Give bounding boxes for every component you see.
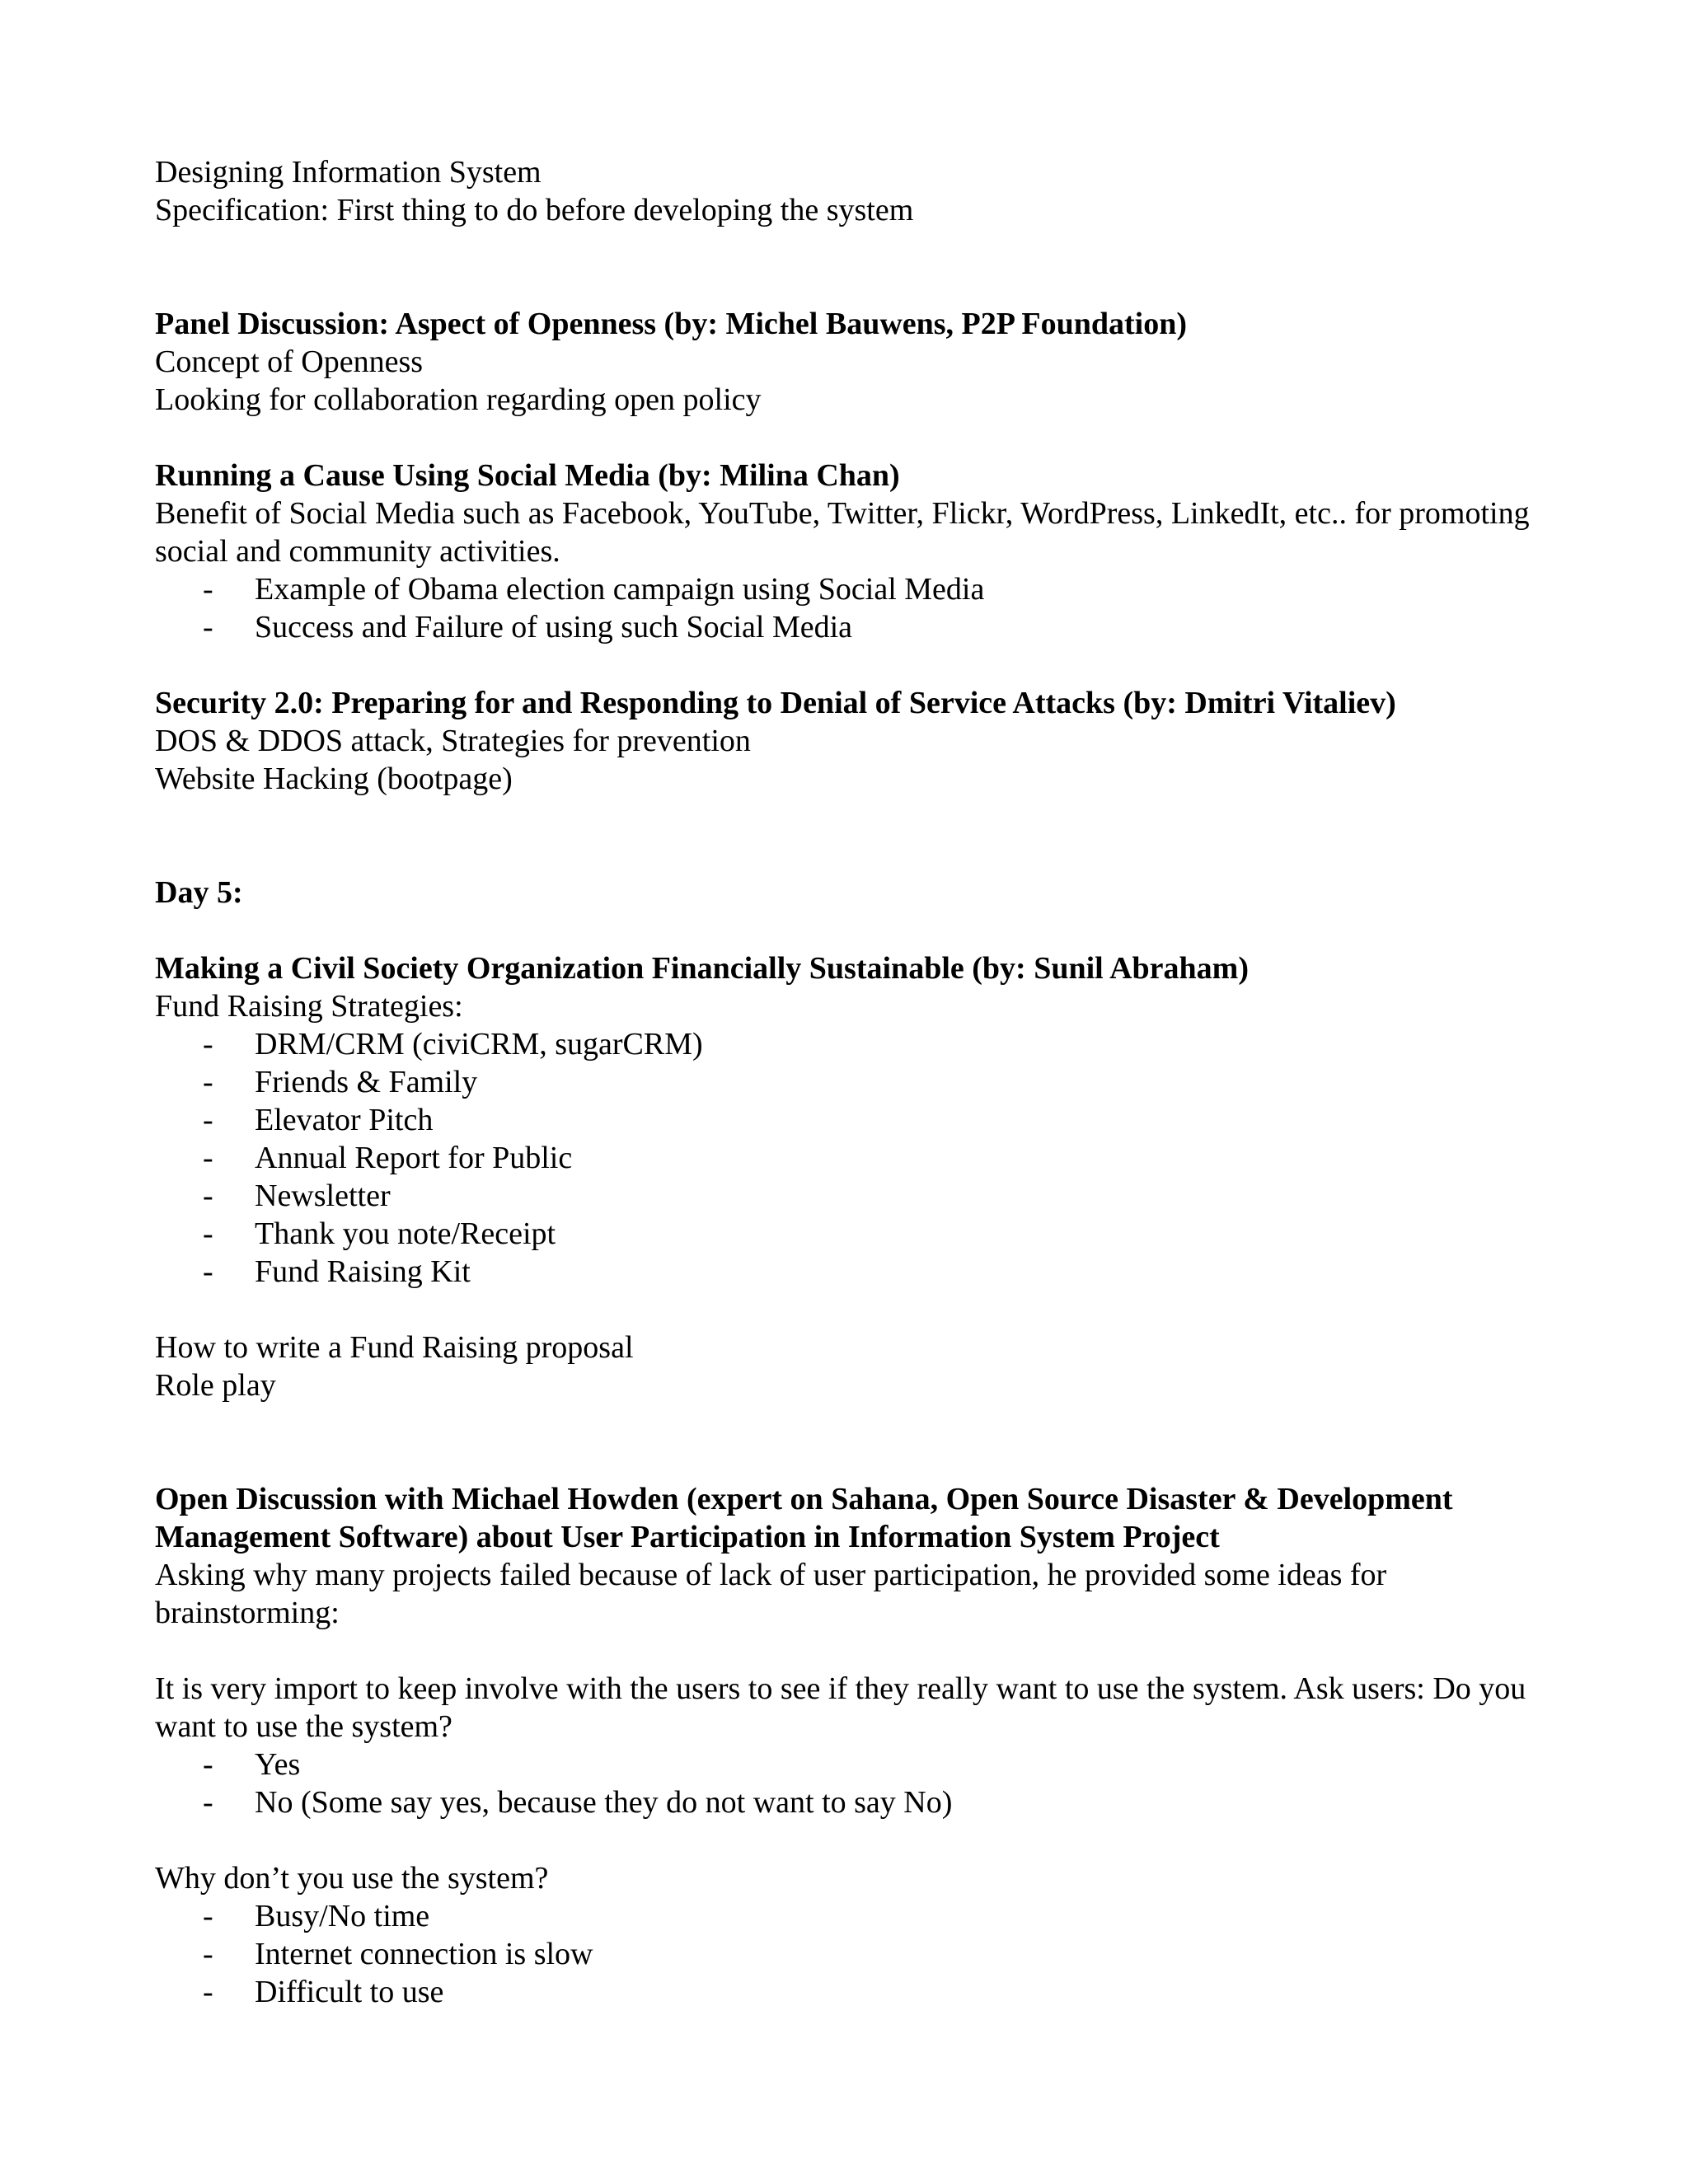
- dash-bullet: -: [203, 610, 213, 644]
- document-body: [155, 153, 1548, 2011]
- spacer: [155, 912, 1548, 949]
- answer-list: [155, 1746, 1548, 1821]
- spacer: [155, 1291, 1548, 1329]
- list-item: [155, 1253, 1548, 1291]
- section-heading-openness: Panel Discussion: Aspect of Openness (by: Michel Bauwens, P2P Foundation): [155, 307, 1187, 341]
- dash-bullet: -: [203, 1027, 213, 1062]
- list-item-text: Busy/No time: [255, 1899, 430, 1933]
- dash-bullet: -: [203, 1254, 213, 1289]
- howden-paragraph: Asking why many projects failed because of lack of user participation, he provided some ideas for brainstorming:: [155, 1558, 1387, 1630]
- dash-bullet: -: [203, 1141, 213, 1175]
- list-item: [155, 1139, 1548, 1177]
- dash-bullet: -: [203, 572, 213, 607]
- list-item: [155, 1063, 1548, 1101]
- list-item-text: Elevator Pitch: [255, 1103, 434, 1137]
- list-item: [155, 1746, 1548, 1783]
- day-heading: Day 5:: [155, 875, 243, 910]
- list-item: [155, 608, 1548, 646]
- dash-bullet: -: [203, 1103, 213, 1137]
- list-item-text: No (Some say yes, because they do not want to say No): [255, 1785, 953, 1820]
- funding-strategy-list: [155, 1025, 1548, 1291]
- social-media-list: [155, 570, 1548, 646]
- security-line-2: Website Hacking (bootpage): [155, 762, 513, 796]
- list-item-text: Fund Raising Kit: [255, 1254, 471, 1289]
- list-item: [155, 1783, 1548, 1821]
- dash-bullet: -: [203, 1899, 213, 1933]
- list-item: [155, 1101, 1548, 1139]
- list-item-text: Internet connection is slow: [255, 1937, 593, 1971]
- dash-bullet: -: [203, 1179, 213, 1213]
- list-item: [155, 570, 1548, 608]
- section-heading-funding: Making a Civil Society Organization Financially Sustainable (by: Sunil Abraham): [155, 951, 1249, 986]
- list-item: [155, 1897, 1548, 1935]
- list-item-text: Example of Obama election campaign using Social Media: [255, 572, 985, 607]
- intro-spec: Specification: First thing to do before developing the system: [155, 193, 914, 227]
- spacer: [155, 646, 1548, 684]
- list-item: [155, 1935, 1548, 1973]
- list-item-text: Difficult to use: [255, 1975, 444, 2009]
- list-item: [155, 1973, 1548, 2011]
- list-item-text: Success and Failure of using such Social Media: [255, 610, 853, 644]
- spacer: [155, 1632, 1548, 1670]
- openness-line-1: Concept of Openness: [155, 344, 424, 379]
- dash-bullet: -: [203, 1747, 213, 1782]
- section-heading-howden: Open Discussion with Michael Howden (expert on Sahana, Open Source Disaster & Development Management Software) about User Participation in Information System Project: [155, 1482, 1453, 1554]
- section-heading-social-media: Running a Cause Using Social Media (by: Milina Chan): [155, 458, 900, 493]
- openness-line-2: Looking for collaboration regarding open policy: [155, 382, 762, 417]
- list-item-text: Thank you note/Receipt: [255, 1216, 556, 1251]
- security-line-1: DOS & DDOS attack, Strategies for prevention: [155, 724, 751, 758]
- funding-intro: Fund Raising Strategies:: [155, 989, 463, 1024]
- spacer: [155, 419, 1548, 457]
- spacer: [155, 229, 1548, 305]
- reason-list: [155, 1897, 1548, 2011]
- funding-after-1: How to write a Fund Raising proposal: [155, 1330, 634, 1365]
- spacer: [155, 1404, 1548, 1480]
- social-media-paragraph: Benefit of Social Media such as Facebook, YouTube, Twitter, Flickr, WordPress, LinkedIt, etc.. for promoting social and community activities.: [155, 496, 1530, 569]
- section-heading-security: Security 2.0: Preparing for and Responding to Denial of Service Attacks (by: Dmitri Vitaliev): [155, 686, 1396, 720]
- howden-question-2: Why don’t you use the system?: [155, 1861, 549, 1896]
- list-item-text: Friends & Family: [255, 1065, 478, 1099]
- dash-bullet: -: [203, 1216, 213, 1251]
- dash-bullet: -: [203, 1937, 213, 1971]
- funding-after-2: Role play: [155, 1368, 276, 1403]
- spacer: [155, 1821, 1548, 1859]
- spacer: [155, 798, 1548, 874]
- list-item-text: DRM/CRM (civiCRM, sugarCRM): [255, 1027, 703, 1062]
- list-item: [155, 1177, 1548, 1215]
- list-item: [155, 1215, 1548, 1253]
- list-item-text: Newsletter: [255, 1179, 391, 1213]
- intro-title: Designing Information System: [155, 155, 542, 190]
- howden-paragraph-2: It is very import to keep involve with the users to see if they really want to use the system. Ask users: Do you want to use the system?: [155, 1671, 1526, 1744]
- dash-bullet: -: [203, 1785, 213, 1820]
- list-item-text: Yes: [255, 1747, 301, 1782]
- dash-bullet: -: [203, 1065, 213, 1099]
- list-item: [155, 1025, 1548, 1063]
- dash-bullet: -: [203, 1975, 213, 2009]
- list-item-text: Annual Report for Public: [255, 1141, 573, 1175]
